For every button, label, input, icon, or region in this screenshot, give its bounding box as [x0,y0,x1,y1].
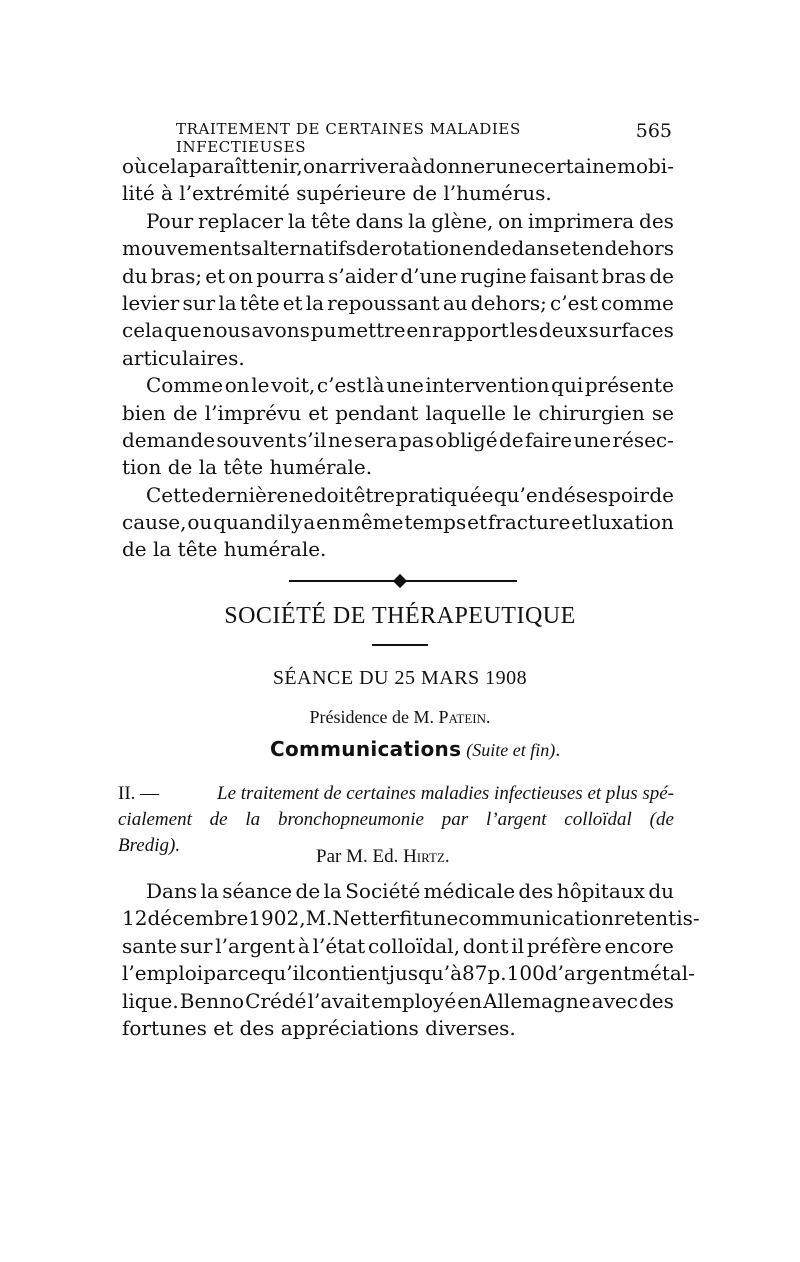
word: séance [222,879,293,903]
word: une [386,373,424,398]
article-title-line [118,781,674,807]
word: de [356,236,381,261]
text-line [122,988,674,1015]
word: mettre [337,318,406,343]
word: la [200,879,219,903]
word: 12 [122,906,148,931]
word: Comme [146,373,224,398]
author-prefix: Par M. Ed. [316,846,399,867]
word: colloïdal, [367,933,460,958]
word: employé [371,988,457,1013]
text-line: fortunes et des appréciations diverses. [122,1015,516,1040]
word: à [297,933,310,958]
text-line [122,235,674,262]
word: Benno [179,988,245,1013]
word: de [209,809,228,830]
word: une [420,906,459,931]
word: fit [399,906,421,931]
word: 1902, [248,906,306,931]
presidency-line [0,707,800,728]
word: contient [305,961,389,986]
word: 87 [462,961,488,986]
word: d’une [400,263,458,288]
word: en [579,236,605,261]
word: résec- [612,427,674,452]
word: et [467,510,487,535]
word: en [462,236,487,261]
word: de [649,263,674,288]
word: pratiquée [395,482,494,507]
word: certaine [533,154,617,178]
word: s’aider [328,263,398,288]
presidency-name: Patein [438,707,487,727]
word: faire [524,427,573,452]
word: dernière [201,482,289,507]
word: voit, [271,373,316,398]
text-line: tion de la tête humérale. [122,455,373,480]
word: et [308,400,329,425]
word: l’imprévu [204,400,302,425]
author-line [316,846,450,868]
word: le [513,400,532,425]
word: arrivera [328,154,411,178]
word: quand [213,510,277,535]
word: bien [122,400,166,425]
word: et [282,290,303,315]
text-block-lower [122,878,700,1042]
word: en [457,988,482,1013]
article-title-line [118,807,674,833]
word: décembre [147,906,249,931]
word: deux [538,318,588,343]
article-title-text: Le traitement de certaines maladies infectieuses et plus spé- [217,783,674,804]
word: s’il [297,427,327,452]
word: comme [600,290,674,315]
word: obligé [435,427,498,452]
word: en [316,510,341,535]
word: cause, [122,510,187,535]
communications-label: Communications [270,737,462,761]
word: cela [122,318,164,343]
word: rugine [460,263,527,288]
text-line [122,482,674,509]
word: la [287,208,307,233]
word: intervention [425,373,550,398]
word: mouvements [122,236,252,261]
section-heading: SOCIÉTÉ DE THÉRAPEUTIQUE [224,603,576,629]
text-line [122,509,674,536]
word: désespoir [551,482,649,507]
word: là [366,373,385,398]
word: Pour [146,208,194,233]
article-title-line: Bredig). [118,835,181,856]
presidency-suffix: . [486,707,491,727]
word: se [651,400,674,425]
word: de [498,427,524,452]
text-line [122,400,674,427]
word: tête [310,208,351,233]
divider-ornament [393,574,407,588]
word: donner [422,154,495,178]
word: par [441,809,469,830]
communications-note: (Suite et fin) [466,740,556,760]
word: M. [305,906,333,931]
text-line: lité à l’extrémité supérieure de l’humérus. [122,181,552,206]
word: du [648,879,674,903]
page-number: 565 [635,120,672,142]
word: Dans [146,879,198,903]
word: laquelle [425,400,506,425]
word: sera [353,427,398,452]
word: on [224,373,250,398]
word: pas [398,427,434,452]
word: la [408,208,427,233]
word: pendant [335,400,419,425]
word: de [173,400,198,425]
word: doit [313,482,354,507]
word: (de [649,809,674,830]
word: où [122,154,147,178]
word: avons [251,318,310,343]
running-head [176,120,672,156]
word: bronchopneumonie [277,809,424,830]
word: la [245,809,261,830]
word: mobi- [617,154,674,178]
word: ou [187,510,213,535]
text-line [122,960,695,987]
word: il [277,510,291,535]
word: et [559,236,580,261]
word: on [498,208,524,233]
word: paraît [188,154,250,178]
text-line [122,208,674,235]
text-line [122,933,674,960]
text-line [122,878,674,905]
word: rapport [431,318,509,343]
text-line: de la tête humérale. [122,537,327,562]
text-line [122,905,700,932]
word: a [303,510,316,535]
word: lique. [122,988,179,1013]
word: c’est [316,373,365,398]
word: de [649,482,674,507]
word: tenir, [249,154,303,178]
word: l’argent [215,933,296,958]
text-line [122,153,674,180]
word: Crédé [245,988,307,1013]
word: une [573,427,612,452]
word: alternatifs [251,236,356,261]
word: la [323,879,342,903]
word: parce [203,961,261,986]
word: Netter [332,906,400,931]
article-number: II. — [118,783,160,804]
word: Allemagne [483,988,591,1013]
text-line [122,263,674,290]
author-suffix: . [444,846,450,867]
text-line [122,317,674,344]
word: communication [458,906,615,931]
text-line [122,290,674,317]
word: dont [462,933,509,958]
session-date: SÉANCE DU 25 MARS 1908 [272,667,528,689]
word: préfère [526,933,602,958]
word: la [218,290,237,315]
text-line [122,372,674,399]
word: dehors [604,236,674,261]
word: du [122,263,148,288]
word: replacer [197,208,284,233]
word: même [341,510,404,535]
word: dehors; [470,290,547,315]
word: surfaces [588,318,674,343]
word: de [295,879,321,903]
word: et [205,263,226,288]
word: il [511,933,525,958]
word: retentis- [614,906,700,931]
word: cialement [118,809,192,830]
heading-rule [372,644,428,646]
word: demande [122,427,216,452]
word: chirurgien [538,400,645,425]
word: l’emploi [122,961,204,986]
word: métal- [631,961,695,986]
text-line: articulaires. [122,345,245,370]
word: pourra [256,263,325,288]
word: dedans [486,236,560,261]
word: y [291,510,303,535]
word: des [639,208,674,233]
word: imprimera [527,208,635,233]
word: Cette [146,482,202,507]
word: dans [355,208,404,233]
word: faisant [529,263,599,288]
author-name: Hirtz [403,846,445,867]
running-head-title: TRAITEMENT DE CERTAINES MALADIES INFECTIEUSES [176,120,521,156]
word: être [353,482,395,507]
word: médicale [423,879,516,903]
text-block-upper [122,153,674,564]
word: souvent [216,427,296,452]
word: présente [584,373,674,398]
word: bras; [150,263,203,288]
word: repoussant [327,290,440,315]
word: qu’en [493,482,551,507]
word: rotation [380,236,462,261]
word: qu’il [260,961,306,986]
word: hôpitaux [556,879,645,903]
word: l’avait [307,988,370,1013]
word: des [518,879,554,903]
communications-heading [270,737,560,762]
word: levier [122,290,180,315]
word: tête [239,290,280,315]
word: ne [327,427,353,452]
word: qui [551,373,584,398]
word: on [228,263,254,288]
word: encore [604,933,674,958]
word: à [410,154,423,178]
word: au [442,290,468,315]
word: l’argent [485,809,547,830]
word: nous [202,318,251,343]
word: 100 [506,961,545,986]
presidency-prefix: Présidence de M. [309,707,434,727]
communications-suffix: . [555,739,561,761]
word: ne [288,482,314,507]
word: cela [147,154,189,178]
word: sur [182,290,216,315]
word: Société [345,879,421,903]
word: le [251,373,270,398]
word: pu [310,318,337,343]
word: temps [404,510,467,535]
word: jusqu’à [388,961,462,986]
word: fracture [487,510,571,535]
word: avec [591,988,638,1013]
word: sante [122,933,177,958]
word: luxation [592,510,674,535]
word: des [638,988,674,1013]
word: que [164,318,202,343]
word: p. [487,961,507,986]
word: une [495,154,533,178]
word: et [571,510,592,535]
word: glène, [431,208,494,233]
word: l’état [312,933,366,958]
word: colloïdal [564,809,632,830]
word: la [305,290,325,315]
text-line [122,427,674,454]
word: on [303,154,328,178]
word: c’est [550,290,598,315]
word: d’argent [544,961,632,986]
word: bras [601,263,647,288]
word: sur [179,933,213,958]
word: en [406,318,432,343]
word: les [509,318,539,343]
